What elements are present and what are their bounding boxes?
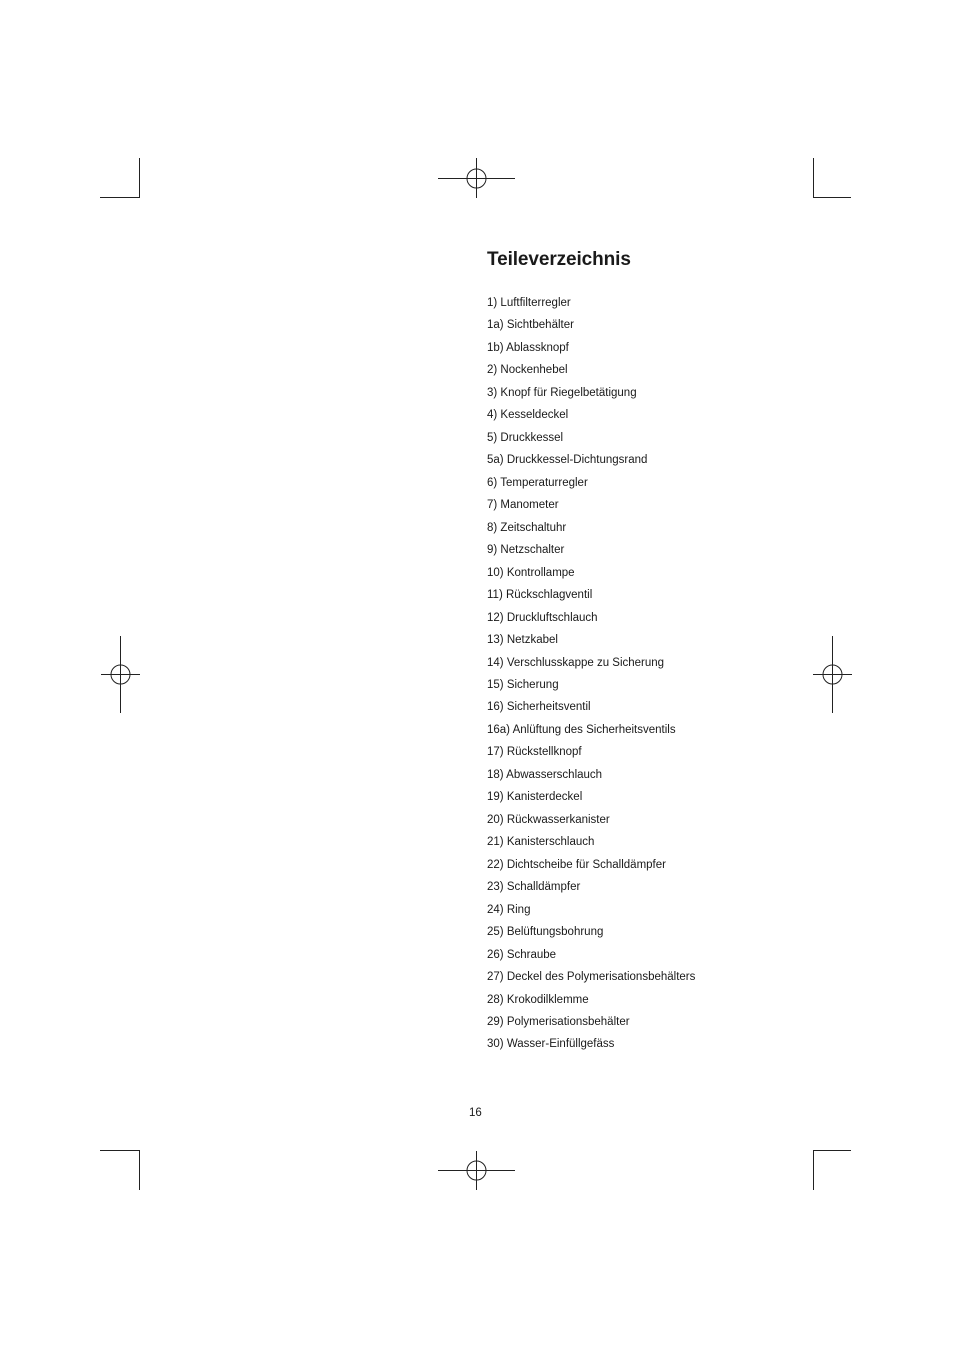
list-item: 25) Belüftungsbohrung: [487, 926, 604, 939]
list-item: 11) Rückschlagventil: [487, 589, 593, 602]
list-item: 12) Druckluftschlauch: [487, 611, 598, 624]
list-item: 17) Rückstellknopf: [487, 746, 582, 759]
list-item: 29) Polymerisationsbehälter: [487, 1016, 630, 1028]
registration-mark-left: [101, 636, 140, 713]
crop-mark-bottom-left: [100, 1150, 140, 1190]
list-item: 7) Manometer: [487, 499, 559, 512]
list-item: 21) Kanisterschlauch: [487, 836, 595, 849]
crop-mark-bottom-right: [813, 1150, 851, 1190]
list-item: 15) Sicherung: [487, 678, 559, 691]
list-item: 5) Druckkessel: [487, 431, 564, 444]
list-item: 10) Kontrollampe: [487, 566, 575, 579]
list-item: 19) Kanisterdeckel: [487, 791, 583, 804]
list-item: 14) Verschlusskappe zu Sicherung: [487, 656, 665, 669]
list-item: 1b) Ablassknopf: [487, 341, 569, 354]
list-item: 13) Netzkabel: [487, 634, 558, 647]
registration-mark-bottom: [438, 1151, 515, 1190]
registration-mark-top: [438, 158, 515, 198]
list-item: 16a) Anlüftung des Sicherheitsventils: [487, 723, 676, 736]
list-item: 24) Ring: [487, 903, 531, 916]
list-item: 26) Schraube: [487, 948, 557, 961]
list-item: 9) Netzschalter: [487, 544, 565, 557]
list-item: 22) Dichtscheibe für Schalldämpfer: [487, 858, 666, 871]
list-item: 18) Abwasserschlauch: [487, 768, 603, 781]
list-item: 4) Kesseldeckel: [487, 409, 569, 422]
list-item: 23) Schalldämpfer: [487, 881, 581, 894]
list-item: 1) Luftfilterregler: [487, 297, 571, 309]
list-item: 3) Knopf für Riegelbetätigung: [487, 386, 637, 399]
crop-mark-top-right: [813, 158, 851, 198]
list-item: 30) Wasser-Einfüllgefäss: [487, 1038, 615, 1051]
list-item: 2) Nockenhebel: [487, 364, 568, 377]
list-item: 6) Temperaturregler: [487, 476, 588, 489]
registration-mark-right: [813, 636, 852, 713]
list-item: 20) Rückwasserkanister: [487, 813, 610, 826]
list-item: 5a) Druckkessel-Dichtungsrand: [487, 454, 648, 467]
list-item: 27) Deckel des Polymerisationsbehälters: [487, 971, 696, 984]
crop-mark-top-left: [100, 158, 140, 198]
list-item: 28) Krokodilklemme: [487, 993, 589, 1006]
page-number: 16: [469, 1107, 482, 1119]
page-title: Teileverzeichnis: [487, 249, 631, 270]
parts-list: [487, 295, 695, 1059]
list-item: 16) Sicherheitsventil: [487, 701, 591, 714]
list-item: 1a) Sichtbehälter: [487, 319, 574, 332]
list-item: 8) Zeitschaltuhr: [487, 521, 567, 534]
